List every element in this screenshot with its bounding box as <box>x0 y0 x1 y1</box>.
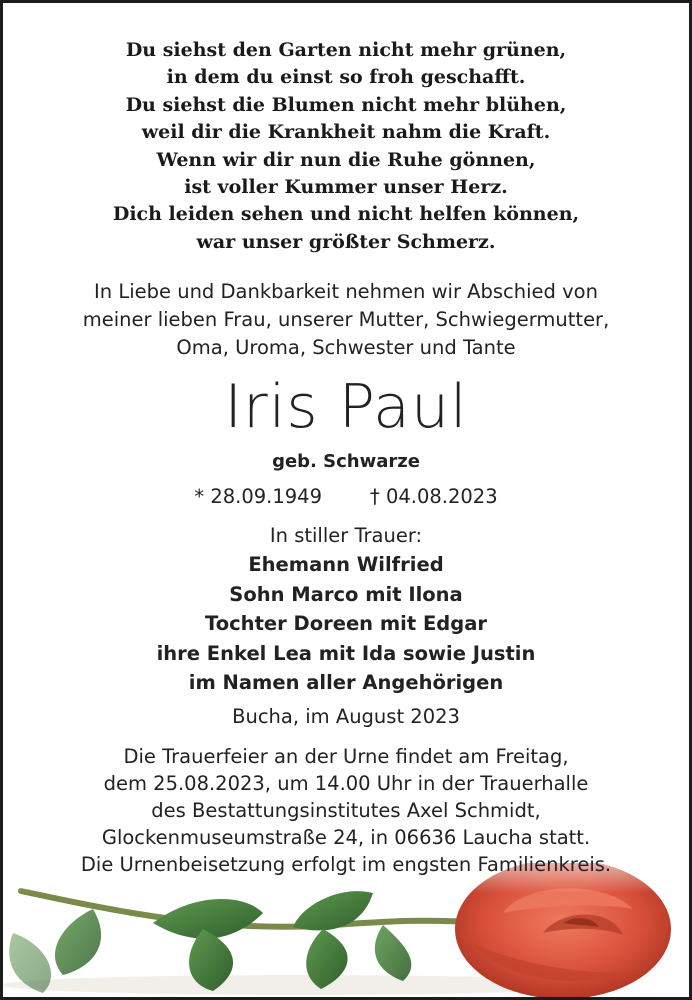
service-line: Die Trauerfeier an der Urne findet am Freitag, <box>123 745 569 768</box>
poem-line: ist voller Kummer unser Herz. <box>184 176 508 199</box>
death-date: † 04.08.2023 <box>370 485 498 508</box>
mourner: im Namen aller Angehörigen <box>188 671 504 694</box>
birth-name: geb. Schwarze <box>272 451 420 472</box>
life-dates <box>3 483 689 511</box>
farewell-intro <box>3 278 689 362</box>
service-line: Glockenmuseumstraße 24, in 06636 Laucha statt. <box>101 826 591 849</box>
mourning-intro: In stiller Trauer: <box>269 524 423 547</box>
place-date: Bucha, im August 2023 <box>232 705 460 728</box>
intro-line: meiner lieben Frau, unserer Mutter, Schwiegermutter, <box>82 308 610 331</box>
poem-line: Du siehst die Blumen nicht mehr blühen, <box>125 93 567 116</box>
intro-line: In Liebe und Dankbarkeit nehmen wir Abschied von <box>94 280 598 303</box>
mourner: Tochter Doreen mit Edgar <box>205 612 487 635</box>
service-details <box>3 743 689 878</box>
poem <box>3 37 689 256</box>
deceased-name: Iris Paul <box>224 372 468 442</box>
poem-line: in dem du einst so froh geschafft. <box>166 66 526 89</box>
service-line: des Bestattungsinstitutes Axel Schmidt, <box>151 799 541 822</box>
mourners-list <box>3 550 689 698</box>
leaf <box>375 925 411 981</box>
poem-line: war unser größter Schmerz. <box>196 230 496 253</box>
mourner: Ehemann Wilfried <box>248 553 444 576</box>
poem-line: Du siehst den Garten nicht mehr grünen, <box>125 39 567 61</box>
service-line: Die Urnenbeisetzung erfolgt im engsten Familienkreis. <box>80 853 612 876</box>
poem-line: Dich leiden sehen und nicht helfen können, <box>112 203 580 226</box>
service-line: dem 25.08.2023, um 14.00 Uhr in der Trauerhalle <box>103 772 589 795</box>
poem-line: weil dir die Krankheit nahm die Kraft. <box>141 121 551 144</box>
leaf <box>55 909 101 975</box>
birth-date: * 28.09.1949 <box>194 485 322 508</box>
mourner: Sohn Marco mit Ilona <box>229 582 463 606</box>
poem-line: Wenn wir dir nun die Ruhe gönnen, <box>156 148 536 171</box>
intro-line: Oma, Uroma, Schwester und Tante <box>176 336 516 359</box>
mourner: ihre Enkel Lea mit Ida sowie Justin <box>156 641 536 665</box>
rose-decoration <box>3 863 689 997</box>
